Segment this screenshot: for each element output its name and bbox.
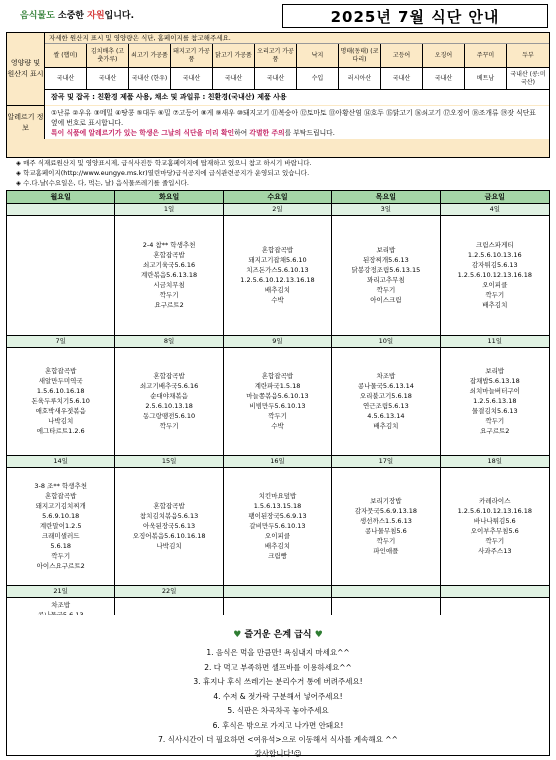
menu-item: 꽈리고추무침 (367, 276, 405, 284)
slogan (20, 8, 134, 21)
origin-item: 오징어 (423, 44, 465, 68)
menu-item: 수박 (271, 296, 284, 304)
origin-value: 베트남 (465, 68, 507, 90)
rule-item: 3. 휴지나 후식 쓰레기는 분리수거 통에 버려주세요! (193, 677, 363, 686)
menu-item: 치즈돈가스5.6.10.13 (246, 266, 309, 274)
header (6, 4, 550, 32)
menu-item: 1.2.5.6.10.12.13.16.18 (457, 507, 533, 515)
menu-item: 돼지고기김치찌개 (35, 502, 86, 510)
menu-item: 크림빵 (268, 552, 287, 560)
menu-item: 혼합잡곡밥 (153, 251, 185, 259)
day-menu-cell (115, 216, 223, 335)
date-label: 14일 (7, 456, 115, 467)
date-label: 18일 (487, 457, 503, 465)
menu-item: 된장찌개5.6.13 (362, 256, 409, 264)
origin-item: 낙지 (297, 44, 339, 68)
menu-item: 깍두기 (376, 537, 396, 545)
date-label (224, 586, 332, 597)
origin-value: 국내산 (171, 68, 213, 90)
menu-item: 크래미샐러드 (41, 532, 80, 540)
menu-item: 오리불고기5.6.18 (359, 392, 412, 400)
notice-list (6, 158, 550, 190)
date-label: 15일 (115, 456, 223, 467)
menu-item: 요구르트2 (480, 427, 510, 435)
week-dates-row (7, 456, 549, 467)
origin-value: 국내산 (45, 68, 87, 90)
menu-item: 참치김치볶음5.6.13 (139, 512, 199, 520)
page-title: 2025년 7월 식단 안내 (282, 4, 548, 28)
menu-item: 보리기장밥 (370, 497, 402, 505)
menu-item: 동그랑땡전5.6.10 (143, 412, 196, 420)
date-label: 3일 (332, 204, 440, 215)
origin-item: 오리고기 가공품 (255, 44, 297, 68)
day-menu-cell (441, 348, 549, 455)
menu-item: 혼합잡곡밥 (153, 502, 185, 510)
notice-item: ◈ 매주 식재료원산지 및 영양표시제, 급식사진등 학교홈페이지에 탑재하고 있으니 참고 하시기 바랍니다. (16, 159, 312, 167)
calendar-week (7, 203, 549, 335)
origin-item: 고등어 (381, 44, 423, 68)
date-label: 9일 (224, 336, 332, 347)
menu-item: 깍두기 (51, 552, 71, 560)
menu-item: 새알만두미역국 (38, 377, 83, 385)
meal-rules (6, 615, 550, 756)
menu-item: 아이스요구르트2 (36, 562, 85, 570)
menu-item: 나박김치 (48, 417, 74, 425)
menu-item: 오이피클 (482, 281, 508, 289)
info-block (6, 32, 550, 158)
origin-value: 국내산 (423, 68, 465, 90)
menu-item: 갈비만두5.6.10.13 (249, 522, 306, 530)
weekday-label: 금요일 (484, 193, 505, 201)
menu-item: 돼지고기잡채5.6.10 (248, 256, 307, 264)
day-menu-cell (332, 348, 440, 455)
weekday-label: 목요일 (332, 191, 440, 203)
menu-item: 콩나물무침5.6 (365, 527, 407, 535)
allergy-warning-d: 를 부탁드립니다. (284, 129, 335, 137)
menu-item: 시금치무침 (153, 281, 185, 289)
menu-item: 혼합잡곡밥 (261, 246, 294, 254)
origin-item: 닭고기 가공품 (213, 44, 255, 68)
rules-closing: 감사합니다!☺ (254, 748, 302, 758)
menu-item: 1.2.5.6.10.13.16 (467, 251, 522, 259)
notice-item: ◈ 학교홈페이지(http://www.eungye.ms.kr)열린마당)급식공지에 급식관련공지가 운영되고 있습니다. (16, 169, 310, 177)
rule-item: 2. 다 먹고 부족하면 셀프바를 이용하세요^^ (204, 662, 352, 672)
menu-item: 차조밥 (51, 601, 71, 609)
menu-item: 5.6.9.10.18 (42, 512, 80, 520)
menu-item: 연근조림5.6.13 (362, 402, 409, 410)
origin-value: 러시아산 (339, 68, 381, 90)
menu-item: 아이스크림 (370, 296, 402, 304)
allergy-warning-b: 하여 (234, 129, 250, 137)
day-menu-cell (224, 348, 332, 455)
day-menu-cell (441, 216, 549, 335)
menu-item: 나박김치 (156, 542, 182, 550)
week-dates-row (7, 586, 549, 597)
menu-item: 오이부추무침5.6 (470, 527, 519, 535)
meal-plan-page (6, 4, 550, 756)
date-label: 8일 (115, 336, 223, 347)
menu-item: 1.5.6.13.15.18 (253, 502, 302, 510)
slogan-mid: 소중한 (54, 11, 88, 21)
menu-item: 계란파국1.5.18 (254, 382, 301, 390)
origin-value: 국내산 (한우) (129, 68, 171, 90)
menu-item: 4.5.6.13.14 (367, 412, 405, 420)
allergy-warning (51, 128, 543, 138)
date-label: 2일 (224, 204, 332, 215)
menu-item: 깍두기 (159, 422, 179, 430)
day-menu-cell (7, 216, 115, 335)
date-label (332, 586, 440, 597)
heart-icon: ♥ (233, 630, 242, 640)
rule-item: 7. 식사시간이 더 필요하면 <여유석>으로 이동해서 식사를 계속해요 ^^ (158, 735, 398, 744)
menu-item: 바나나튀김5.6 (473, 517, 516, 525)
menu-item: 계란말이1.2.5 (39, 522, 82, 530)
menu-item: 3-8 조** 학생추천 (34, 482, 88, 490)
day-menu-cell (441, 468, 549, 585)
menu-item: 2.5.6.10.13.18 (145, 402, 193, 410)
menu-item: 쇠고기육국5.6.16 (143, 261, 196, 269)
rule-item: 5. 식판은 차곡차곡 놓아주세요 (227, 706, 329, 715)
menu-item: 파인애플 (373, 547, 399, 555)
rule-item: 1. 음식은 먹을 만큼만! 욕심내지 마세요^^ (206, 648, 350, 657)
menu-item: 아욱된장국5.6.13 (143, 522, 196, 530)
menu-item: 순대야채볶음 (150, 392, 188, 400)
menu-item: 쇠고기배추국5.6.16 (139, 382, 199, 390)
slogan-post: 입니다. (104, 11, 135, 21)
day-menu-cell (224, 216, 332, 335)
origin-values-row (45, 68, 549, 90)
menu-item: 카레라이스 (479, 497, 511, 505)
menu-item: 배추김치 (264, 542, 291, 550)
menu-item: 쇠치마늘버터구이 (469, 387, 520, 395)
menu-item: 깍두기 (159, 291, 179, 299)
date-label: 16일 (224, 456, 332, 467)
origin-value: 국내산 (213, 68, 255, 90)
rules-title-text: 즐거운 은계 급식 (244, 630, 312, 640)
menu-item: 혼합잡곡밥 (153, 372, 185, 380)
slogan-pre: 음식물도 (20, 11, 55, 21)
day-menu-cell (7, 348, 115, 455)
menu-item: 깍두기 (376, 286, 396, 294)
calendar-weekday-header (7, 191, 549, 203)
allergy-warning-a: 특이 식품에 알레르기가 있는 학생은 그날의 식단을 미리 확인 (51, 129, 235, 137)
day-menu-cell (224, 468, 332, 585)
menu-item: 1.2.5.6.10.12.13.16.18 (240, 276, 315, 284)
menu-item: 요구르트2 (154, 301, 184, 309)
menu-item: 치킨마요덮밥 (258, 492, 297, 500)
menu-item: 닭봉강정조림5.6.13.15 (351, 266, 421, 274)
origin-item: 돼지고기 가공품 (171, 44, 213, 68)
menu-item: 1.2.5.6.13.18 (473, 397, 517, 405)
menu-item: 혼합잡곡밥 (44, 367, 77, 375)
menu-item: 깍두기 (485, 291, 505, 299)
menu-item: 물결김치5.6.13 (471, 407, 518, 415)
origin-item: 두부 (507, 44, 549, 68)
menu-item: 차조밥 (376, 372, 396, 380)
date-label (7, 204, 115, 215)
origin-value: 국내산 (255, 68, 297, 90)
calendar-weeks (7, 203, 549, 664)
date-label (441, 586, 549, 597)
allergy-list: ①난류 ②우유 ③메밀 ④땅콩 ⑤대두 ⑥밀 ⑦고등어 ⑧게 ⑨새우 ⑩돼지고기 ⑪복숭아 ⑫토마토 ⑬아황산염 ⑭호두 ⑮닭고기 ⑯쇠고기 ⑰오징어 ⑱조개류 ⑲잣 식단표 옆에 번호로 표시합니다. (51, 109, 536, 127)
origin-item: 주꾸미 (465, 44, 507, 68)
week-menu-row (7, 347, 549, 455)
weekday-label: 화요일 (115, 191, 223, 203)
allergy-warning-c: 각별한 주의 (249, 129, 285, 137)
menu-item: 잡채밥5.6.13.18 (469, 377, 520, 385)
calendar-week (7, 335, 549, 455)
origin-value: 국내산 (87, 68, 129, 90)
menu-item: 깍두기 (268, 412, 287, 420)
menu-item: 1.2.5.6.10.12.13.16.18 (457, 271, 533, 279)
date-label: 4일 (489, 205, 500, 213)
menu-item: 혼합잡곡밥 (44, 492, 77, 500)
date-label: 17일 (332, 456, 440, 467)
menu-item: 2-4 참** 학생추천 (142, 241, 196, 249)
menu-item: 감자뭇국5.6.9.13.18 (354, 507, 418, 515)
date-label: 21일 (7, 586, 115, 597)
date-label: 22일 (115, 586, 223, 597)
origin-value: 국내산 (381, 68, 423, 90)
menu-item: 에그타르트1.2.6 (36, 427, 85, 435)
origin-note: 자세한 원산지 표시 및 영양량은 식단, 홈페이지를 참고해주세요. (45, 33, 549, 44)
menu-item: 보리밥 (376, 246, 396, 254)
origin-item: 김치배추 (고춧가루) (87, 44, 129, 68)
meal-calendar (6, 190, 550, 665)
rules-title (7, 627, 549, 640)
menu-item: 애호박새우젓볶음 (35, 407, 86, 415)
slogan-highlight: 자원 (87, 11, 105, 21)
notice-item: ◈ 수.다.날(수요일은, 다, 먹는, 날) 음식물쓰레기를 줄입시다. (16, 179, 190, 187)
day-menu-cell (115, 348, 223, 455)
rule-item: 6. 후식은 밖으로 가지고 나가면 안돼요! (212, 720, 344, 730)
week-menu-row (7, 467, 549, 585)
origin-item: 쇠고기 가공품 (129, 44, 171, 68)
date-label: 1일 (115, 204, 223, 215)
date-label: 7일 (7, 336, 115, 347)
menu-item: 보리밥 (485, 367, 505, 375)
menu-item: 생선까스1.5.6.13 (359, 517, 412, 525)
allergy-label: 알레르기 정보 (7, 105, 45, 139)
menu-item: 배추김치 (482, 301, 508, 309)
weekday-label: 수요일 (224, 191, 332, 203)
menu-item: 팽이된장국5.6.9.13 (248, 512, 307, 520)
week-menu-row (7, 215, 549, 335)
menu-item: 배추김치 (264, 286, 291, 294)
day-menu-cell (332, 216, 440, 335)
menu-item: 마늘쫑볶음5.6.10.13 (246, 392, 309, 400)
menu-item: 오이피클 (264, 532, 291, 540)
day-menu-cell (115, 468, 223, 585)
date-label: 11일 (487, 337, 503, 345)
menu-item: 오징어볶음5.6.10.16.18 (132, 532, 206, 540)
origin-value: 국내산 (콩:미국산) (507, 68, 549, 90)
menu-item: 콩나물국5.6.13.14 (357, 382, 414, 390)
menu-item: 돈육두루치기5.6.10 (31, 397, 90, 405)
produce-note: 잠곡 및 잡곡 : 친환경 제품 사용, 채소 및 과일류 : 친환경(국내산) 제품 사용 (45, 90, 549, 105)
menu-item: 배추김치 (373, 422, 399, 430)
menu-item: 계란볶음5.6.13.18 (141, 271, 198, 279)
week-dates-row (7, 336, 549, 347)
date-label: 10일 (332, 336, 440, 347)
menu-item: 비빔만두5.6.10.13 (249, 402, 306, 410)
day-menu-cell (332, 468, 440, 585)
origin-items-row (45, 44, 549, 68)
menu-item: 깍두기 (485, 537, 505, 545)
allergy-info (45, 106, 549, 139)
rules-list (7, 646, 549, 748)
origin-item: 명태(동태) (코다리) (339, 44, 381, 68)
menu-item: 사과주스13 (478, 547, 512, 555)
day-menu-cell (7, 468, 115, 585)
menu-item: 혼합잡곡밥 (261, 372, 294, 380)
origin-label: 영양량 및 원산지 표시 (7, 33, 45, 105)
menu-item: 1.5.6.10.16.18 (36, 387, 85, 395)
heart-icon: ♥ (314, 630, 323, 640)
rule-item: 4. 수저 & 젓가락 구분해서 넣어주세요! (213, 691, 343, 701)
calendar-week (7, 455, 549, 585)
menu-item: 크림스파게티 (475, 241, 514, 249)
origin-value: 수입 (297, 68, 339, 90)
menu-item: 5.6.18 (50, 542, 72, 550)
menu-item: 수박 (271, 422, 284, 430)
weekday-label: 월요일 (7, 191, 115, 203)
menu-item: 깍두기 (485, 417, 505, 425)
origin-item: 쌀 (햅미) (45, 44, 87, 68)
week-dates-row (7, 204, 549, 215)
menu-item: 감자튀김5.6.13 (471, 261, 518, 269)
